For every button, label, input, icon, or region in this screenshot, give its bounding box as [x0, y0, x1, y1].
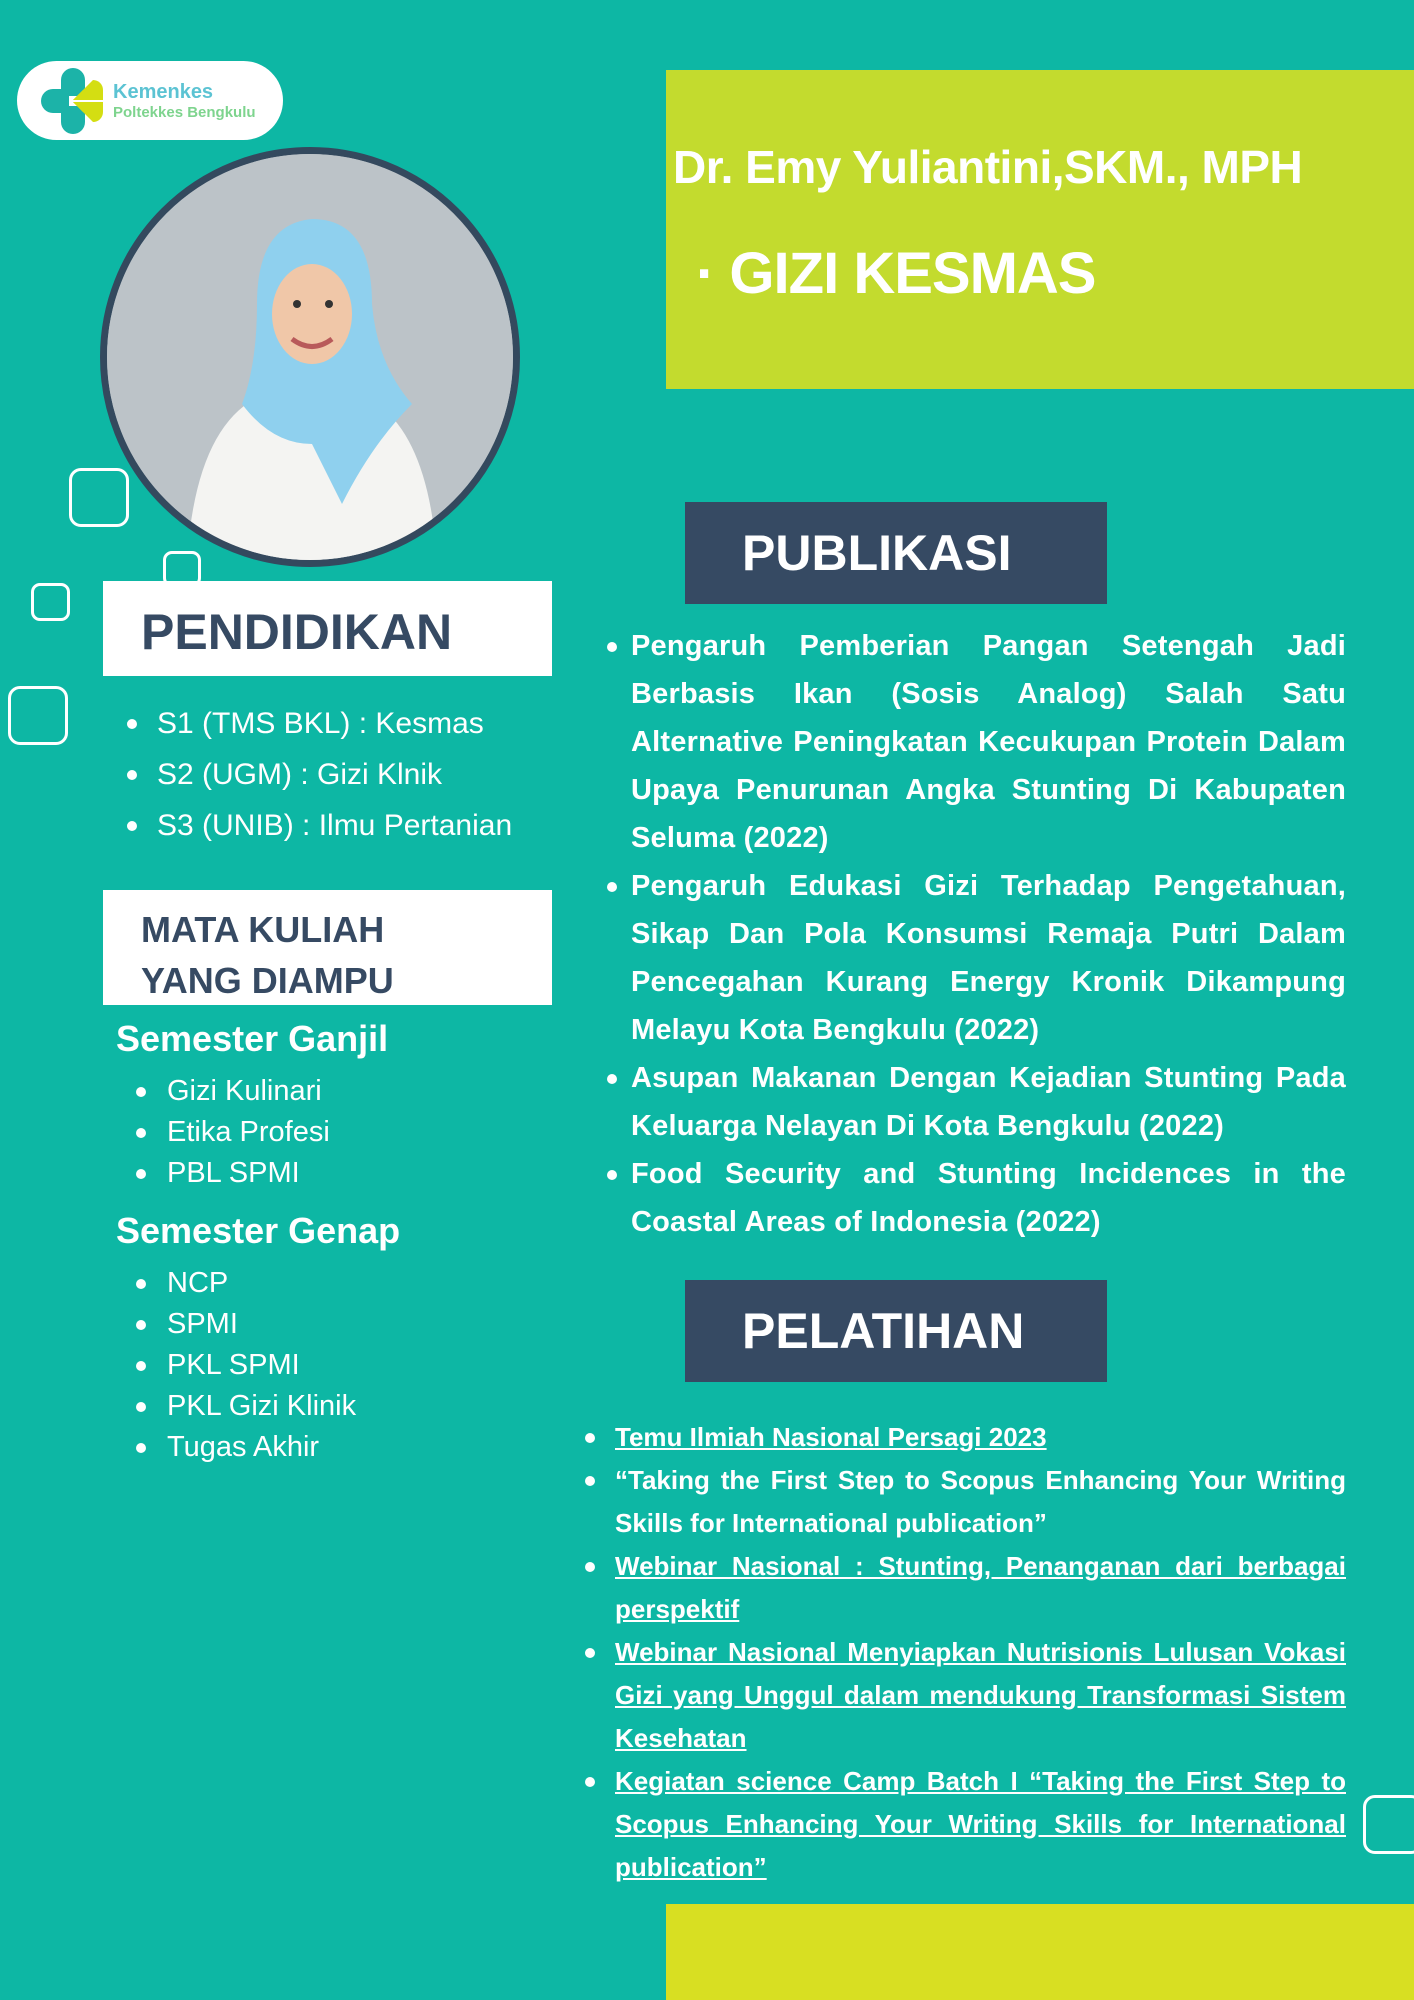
list-item: Tugas Akhir — [136, 1427, 356, 1468]
logo-flower-icon — [37, 66, 109, 136]
publication-item: Asupan Makanan Dengan Kejadian Stunting Pada Keluarga Nelayan Di Kota Bengkulu (2022) — [607, 1054, 1346, 1150]
training-item — [585, 1416, 1346, 1459]
semester-genap-title: Semester Genap — [116, 1210, 401, 1251]
list-item: S3 (UNIB) : Ilmu Pertanian — [127, 800, 512, 851]
lecturer-name: Dr. Emy Yuliantini,SKM., MPH — [673, 141, 1303, 193]
kemenkes-logo: Kemenkes Poltekkes Bengkulu — [17, 61, 283, 140]
list-item: NCP — [136, 1263, 356, 1304]
profile-photo — [100, 147, 520, 567]
semester-ganjil-title: Semester Ganjil — [116, 1018, 389, 1059]
training-link[interactable]: Kegiatan science Camp Batch I “Taking the First Step to Scopus Enhancing Your Writing Skills for International publication” — [615, 1766, 1346, 1882]
list-item: PBL SPMI — [136, 1153, 330, 1194]
training-item — [585, 1545, 1346, 1631]
footer-banner — [666, 1904, 1414, 2000]
training-link[interactable]: Webinar Nasional Menyiapkan Nutrisionis Lulusan Vokasi Gizi yang Unggul dalam mendukung Transformasi Sistem Kesehatan — [615, 1637, 1346, 1753]
list-item: Gizi Kulinari — [136, 1071, 330, 1112]
decorative-square — [1363, 1795, 1414, 1854]
header-banner — [666, 70, 1414, 389]
training-link[interactable]: Webinar Nasional : Stunting, Penanganan dari berbagai perspektif — [615, 1551, 1346, 1624]
training-item — [585, 1631, 1346, 1760]
list-item: PKL SPMI — [136, 1345, 356, 1386]
training-link[interactable]: Temu Ilmiah Nasional Persagi 2023 — [615, 1422, 1047, 1452]
specialty: · GIZI KESMAS — [696, 241, 1096, 306]
list-item: PKL Gizi Klinik — [136, 1386, 356, 1427]
list-item: S1 (TMS BKL) : Kesmas — [127, 698, 512, 749]
publikasi-heading: PUBLIKASI — [685, 502, 1107, 604]
pendidikan-list — [127, 698, 512, 851]
pelatihan-list — [585, 1416, 1346, 1889]
publication-item: Pengaruh Edukasi Gizi Terhadap Pengetahuan, Sikap Dan Pola Konsumsi Remaja Putri Dalam Pencegahan Kurang Energy Kronik Dikampung Melayu Kota Bengkulu (2022) — [607, 862, 1346, 1054]
list-item: S2 (UGM) : Gizi Klnik — [127, 749, 512, 800]
decorative-square — [8, 686, 68, 745]
publikasi-list — [607, 622, 1346, 1246]
publication-item: Food Security and Stunting Incidences in the Coastal Areas of Indonesia (2022) — [607, 1150, 1346, 1246]
list-item: Etika Profesi — [136, 1112, 330, 1153]
pendidikan-heading: PENDIDIKAN — [103, 581, 552, 676]
training-item: “Taking the First Step to Scopus Enhancing Your Writing Skills for International publication” — [585, 1459, 1346, 1545]
ganjil-course-list — [136, 1071, 330, 1194]
list-item: SPMI — [136, 1304, 356, 1345]
decorative-square — [31, 583, 70, 621]
publication-item: Pengaruh Pemberian Pangan Setengah Jadi Berbasis Ikan (Sosis Analog) Salah Satu Alternative Peningkatan Kecukupan Protein Dalam Upaya Penurunan Angka Stunting Di Kabupaten Seluma (2022) — [607, 622, 1346, 862]
pelatihan-heading: PELATIHAN — [685, 1280, 1107, 1382]
mata-kuliah-heading: MATA KULIAH YANG DIAMPU — [103, 890, 552, 1005]
genap-course-list — [136, 1263, 356, 1468]
training-item — [585, 1760, 1346, 1889]
decorative-square — [69, 468, 129, 527]
